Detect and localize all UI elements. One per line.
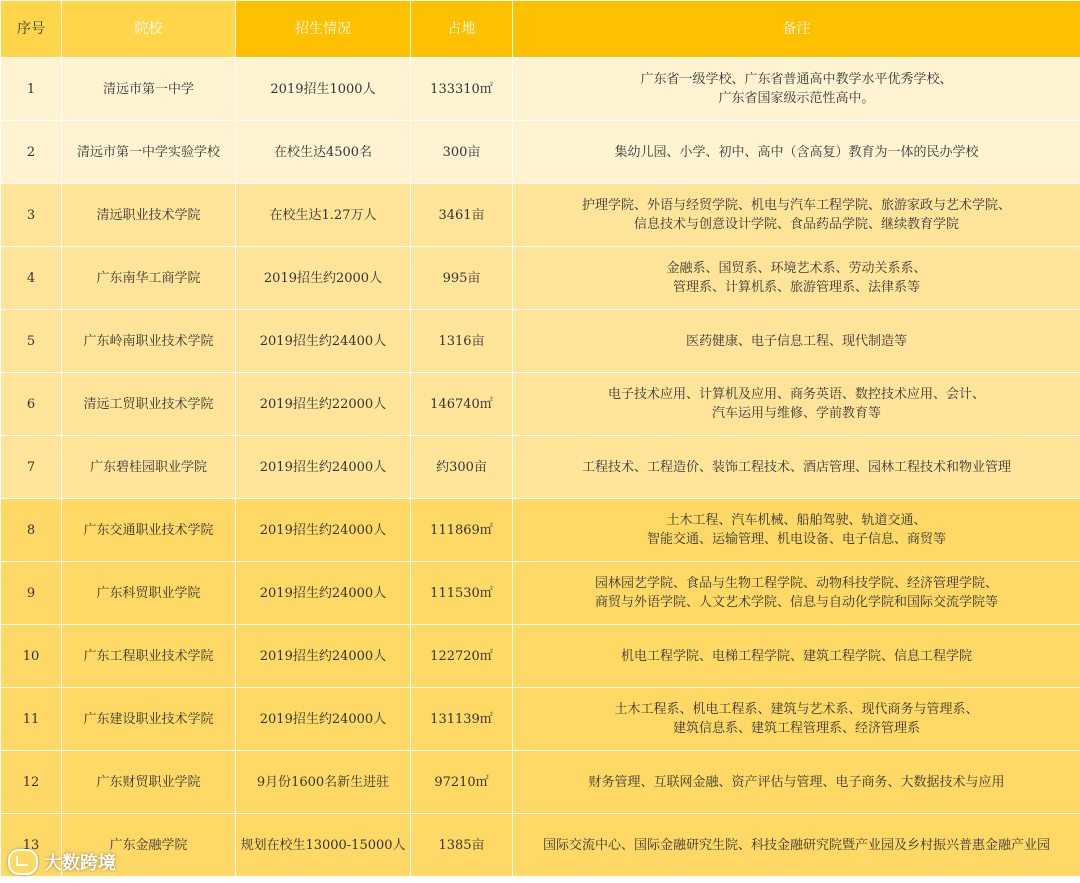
cell-enrollment: 2019招生约24400人 — [236, 310, 410, 372]
cell-seq: 9 — [1, 562, 61, 624]
header-area: 占地 — [411, 1, 512, 57]
cell-notes: 土木工程、汽车机械、船舶驾驶、轨道交通、 智能交通、运输管理、机电设备、电子信息、商贸等 — [513, 499, 1080, 561]
cell-school: 广东岭南职业技术学院 — [62, 310, 235, 372]
cell-seq: 7 — [1, 436, 61, 498]
cell-notes: 电子技术应用、计算机及应用、商务英语、数控技术应用、会计、 汽车运用与维修、学前教育等 — [513, 373, 1080, 435]
cell-enrollment: 规划在校生13000-15000人 — [236, 814, 410, 876]
cell-area: 3461亩 — [411, 184, 512, 246]
cell-school: 广东南华工商学院 — [62, 247, 235, 309]
cell-area: 97210㎡ — [411, 751, 512, 813]
cell-area: 1385亩 — [411, 814, 512, 876]
cell-seq: 5 — [1, 310, 61, 372]
cell-school: 广东金融学院 — [62, 814, 235, 876]
cell-area: 300亩 — [411, 121, 512, 183]
cell-area: 995亩 — [411, 247, 512, 309]
cell-school: 清远市第一中学 — [62, 58, 235, 120]
cell-school: 清远市第一中学实验学校 — [62, 121, 235, 183]
watermark-text: 大数跨境 — [44, 853, 116, 874]
header-seq: 序号 — [1, 1, 61, 57]
cell-seq: 8 — [1, 499, 61, 561]
cell-area: 131139㎡ — [411, 688, 512, 750]
cell-seq: 4 — [1, 247, 61, 309]
cell-school: 广东科贸职业学院 — [62, 562, 235, 624]
cell-enrollment: 2019招生约24000人 — [236, 688, 410, 750]
cell-school: 清远职业技术学院 — [62, 184, 235, 246]
table-row — [1, 436, 1080, 498]
cell-area: 1316亩 — [411, 310, 512, 372]
cell-school: 广东交通职业技术学院 — [62, 499, 235, 561]
header-enrollment: 招生情况 — [236, 1, 410, 57]
cell-seq: 2 — [1, 121, 61, 183]
cell-notes: 机电工程学院、电梯工程学院、建筑工程学院、信息工程学院 — [513, 625, 1080, 687]
cell-school: 广东建设职业技术学院 — [62, 688, 235, 750]
cell-area: 146740㎡ — [411, 373, 512, 435]
cell-enrollment: 2019招生1000人 — [236, 58, 410, 120]
cell-seq: 11 — [1, 688, 61, 750]
cell-seq: 13 — [1, 814, 61, 876]
cell-notes: 护理学院、外语与经贸学院、机电与汽车工程学院、旅游家政与艺术学院、 信息技术与创意设计学院、食品药品学院、继续教育学院 — [513, 184, 1080, 246]
cell-enrollment: 2019招生约24000人 — [236, 562, 410, 624]
cell-area: 111869㎡ — [411, 499, 512, 561]
cell-area: 约300亩 — [411, 436, 512, 498]
cell-enrollment: 2019招生约2000人 — [236, 247, 410, 309]
cell-school: 广东碧桂园职业学院 — [62, 436, 235, 498]
cell-notes: 金融系、国贸系、环境艺术系、劳动关系系、 管理系、计算机系、旅游管理系、法律系等 — [513, 247, 1080, 309]
cell-notes: 医药健康、电子信息工程、现代制造等 — [513, 310, 1080, 372]
table-row — [1, 373, 1080, 435]
cell-enrollment: 在校生达4500名 — [236, 121, 410, 183]
table-row — [1, 562, 1080, 624]
cell-school: 广东工程职业技术学院 — [62, 625, 235, 687]
cell-notes: 财务管理、互联网金融、资产评估与管理、电子商务、大数据技术与应用 — [513, 751, 1080, 813]
cell-seq: 12 — [1, 751, 61, 813]
table-row — [1, 751, 1080, 813]
table-row — [1, 184, 1080, 246]
cell-enrollment: 2019招生约24000人 — [236, 499, 410, 561]
header-notes: 备注 — [513, 1, 1080, 57]
cell-notes: 土木工程系、机电工程系、建筑与艺术系、现代商务与管理系、 建筑信息系、建筑工程管理系、经济管理系 — [513, 688, 1080, 750]
cell-seq: 1 — [1, 58, 61, 120]
cell-seq: 3 — [1, 184, 61, 246]
table-row — [1, 625, 1080, 687]
cell-notes: 国际交流中心、国际金融研究生院、科技金融研究院暨产业园及乡村振兴普惠金融产业园 — [513, 814, 1080, 876]
cell-area: 122720㎡ — [411, 625, 512, 687]
cell-school: 广东财贸职业学院 — [62, 751, 235, 813]
table-header-row — [1, 1, 1080, 57]
table-row — [1, 58, 1080, 120]
cell-enrollment: 9月份1600名新生进驻 — [236, 751, 410, 813]
cell-school: 清远工贸职业技术学院 — [62, 373, 235, 435]
cell-enrollment: 在校生达1.27万人 — [236, 184, 410, 246]
cell-seq: 6 — [1, 373, 61, 435]
table-row — [1, 121, 1080, 183]
cell-enrollment: 2019招生约24000人 — [236, 436, 410, 498]
cell-enrollment: 2019招生约22000人 — [236, 373, 410, 435]
table-row — [1, 814, 1080, 876]
cell-notes: 工程技术、工程造价、装饰工程技术、酒店管理、园林工程技术和物业管理 — [513, 436, 1080, 498]
cell-notes: 集幼儿园、小学、初中、高中（含高复）教育为一体的民办学校 — [513, 121, 1080, 183]
table-row — [1, 499, 1080, 561]
cell-notes: 园林园艺学院、食品与生物工程学院、动物科技学院、经济管理学院、 商贸与外语学院、人文艺术学院、信息与自动化学院和国际交流学院等 — [513, 562, 1080, 624]
cell-notes: 广东省一级学校、广东省普通高中教学水平优秀学校、 广东省国家级示范性高中。 — [513, 58, 1080, 120]
table-row — [1, 310, 1080, 372]
cell-area: 111530㎡ — [411, 562, 512, 624]
cell-enrollment: 2019招生约24000人 — [236, 625, 410, 687]
table-row — [1, 688, 1080, 750]
cell-area: 133310㎡ — [411, 58, 512, 120]
cell-seq: 10 — [1, 625, 61, 687]
header-school: 院校 — [62, 1, 235, 57]
table-row — [1, 247, 1080, 309]
